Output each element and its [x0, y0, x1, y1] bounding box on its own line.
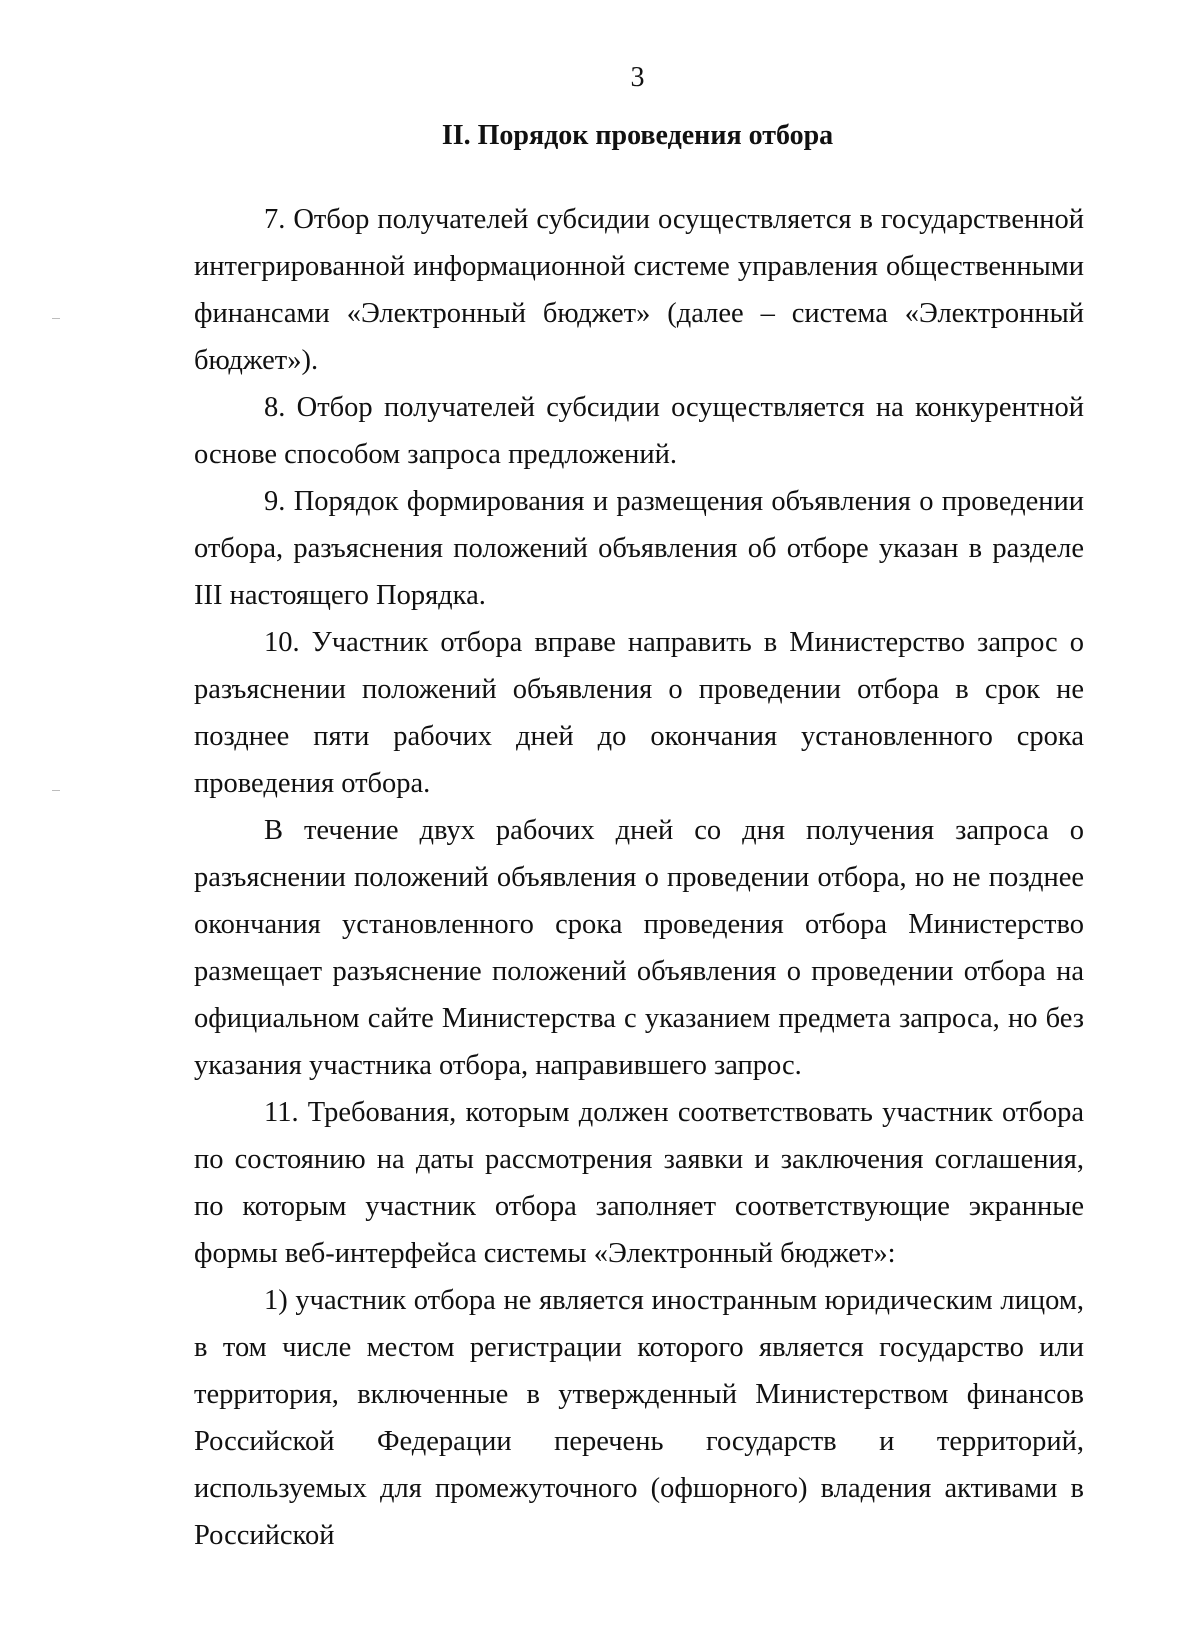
- paragraph-10: 10. Участник отбора вправе направить в Министерство запрос о разъяснении положений объявления о проведении отбора в срок не позднее пяти рабочих дней до окончания установленного срока проведения отбора.: [194, 627, 1084, 799]
- section-title: II. Порядок проведения отбора: [441, 120, 834, 151]
- page-number: 3: [630, 62, 645, 93]
- document-body: [194, 196, 1084, 1559]
- paragraph-10-continued: В течение двух рабочих дней со дня получения запроса о разъяснении положений объявления о проведении отбора, но не позднее окончания установленного срока проведения отбора Министерство размещает разъяснение положений объявления о проведении отбора на официальном сайте Министерства с указанием предмета запроса, но без указания участника отбора, направившего запрос.: [194, 815, 1084, 1081]
- scan-artifact: [52, 790, 60, 791]
- paragraph-8: 8. Отбор получателей субсидии осуществляется на конкурентной основе способом запроса предложений.: [194, 392, 1084, 470]
- scan-artifact: [52, 318, 60, 319]
- paragraph-7: 7. Отбор получателей субсидии осуществляется в государственной интегрированной информационной системе управления общественными финансами «Электронный бюджет» (далее – система «Электронный бюджет»).: [194, 204, 1084, 376]
- paragraph-11: 11. Требования, которым должен соответствовать участник отбора по состоянию на даты рассмотрения заявки и заключения соглашения, по которым участник отбора заполняет соответствующие экранные формы веб-интерфейса системы «Электронный бюджет»:: [194, 1097, 1084, 1269]
- paragraph-11-item-1: 1) участник отбора не является иностранным юридическим лицом, в том числе местом регистрации которого является государство или территория, включенные в утвержденный Министерством финансов Российской Федерации перечень государств и территорий, используемых для промежуточного (офшорного) владения активами в Российской: [194, 1285, 1084, 1551]
- paragraph-9: 9. Порядок формирования и размещения объявления о проведении отбора, разъяснения положений объявления об отборе указан в разделе III настоящего Порядка.: [194, 486, 1084, 611]
